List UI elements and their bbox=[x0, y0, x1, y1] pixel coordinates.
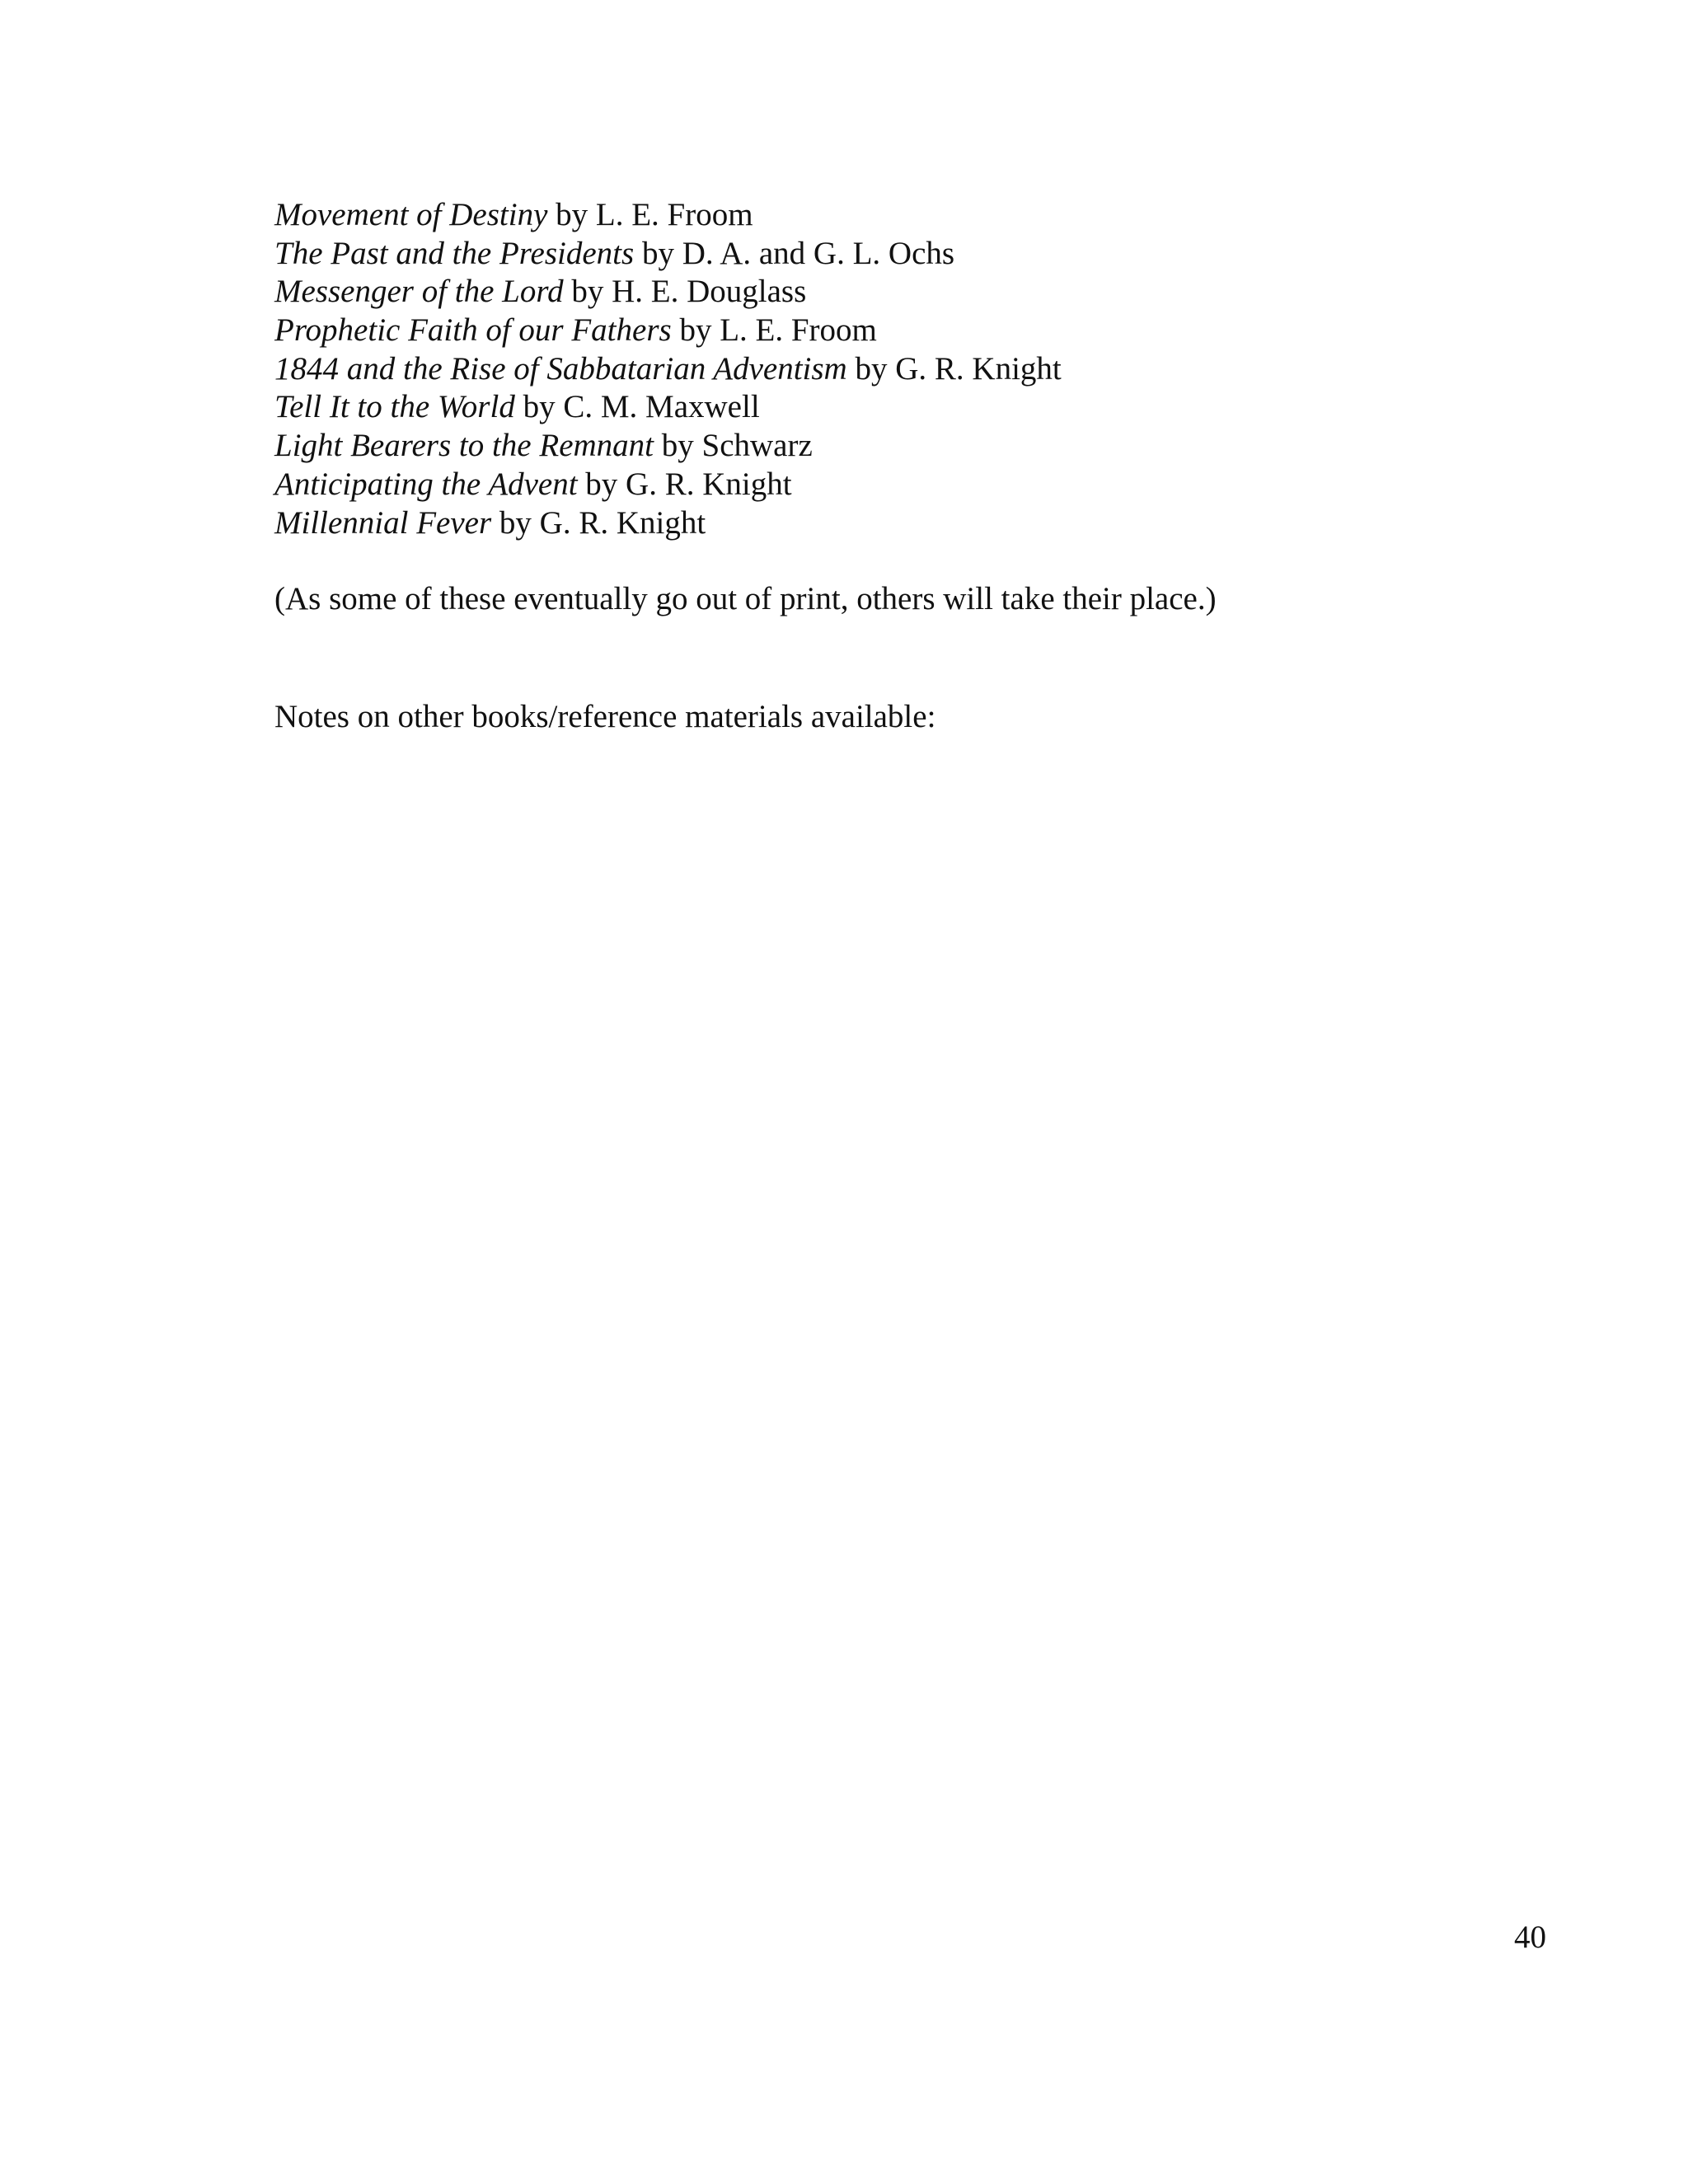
list-item bbox=[274, 388, 1062, 427]
book-title: Messenger of the Lord bbox=[274, 274, 564, 310]
book-title: Anticipating the Advent bbox=[274, 466, 578, 502]
book-author: by L. E. Froom bbox=[547, 197, 753, 232]
book-author: by Schwarz bbox=[654, 428, 813, 464]
list-item bbox=[274, 350, 1062, 389]
book-author: by G. R. Knight bbox=[846, 350, 1062, 387]
book-title: Tell It to the World bbox=[274, 389, 515, 425]
notes-heading: Notes on other books/reference materials available: bbox=[274, 699, 936, 734]
list-item bbox=[274, 466, 1062, 504]
out-of-print-note: (As some of these eventually go out of print, others will take their place.) bbox=[274, 581, 1217, 616]
book-title: Movement of Destiny bbox=[274, 197, 548, 232]
reading-list bbox=[274, 196, 1062, 542]
book-author: by D. A. and G. L. Ochs bbox=[634, 235, 955, 271]
list-item bbox=[274, 196, 1062, 235]
book-title: 1844 and the Rise of Sabbatarian Adventism bbox=[274, 350, 847, 387]
book-author: by G. R. Knight bbox=[577, 466, 792, 502]
list-item bbox=[274, 312, 1062, 350]
book-author: by G. R. Knight bbox=[491, 504, 706, 541]
book-title: Light Bearers to the Remnant bbox=[274, 428, 654, 464]
list-item bbox=[274, 504, 1062, 543]
book-author: by L. E. Froom bbox=[671, 312, 877, 349]
book-title: Millennial Fever bbox=[274, 504, 492, 541]
page-number: 40 bbox=[1514, 1919, 1546, 1955]
book-author: by H. E. Douglass bbox=[563, 274, 807, 310]
book-author: by C. M. Maxwell bbox=[514, 389, 760, 425]
list-item bbox=[274, 273, 1062, 312]
book-title: The Past and the Presidents bbox=[274, 235, 635, 271]
book-title: Prophetic Faith of our Fathers bbox=[274, 312, 672, 349]
list-item bbox=[274, 427, 1062, 466]
list-item bbox=[274, 235, 1062, 274]
